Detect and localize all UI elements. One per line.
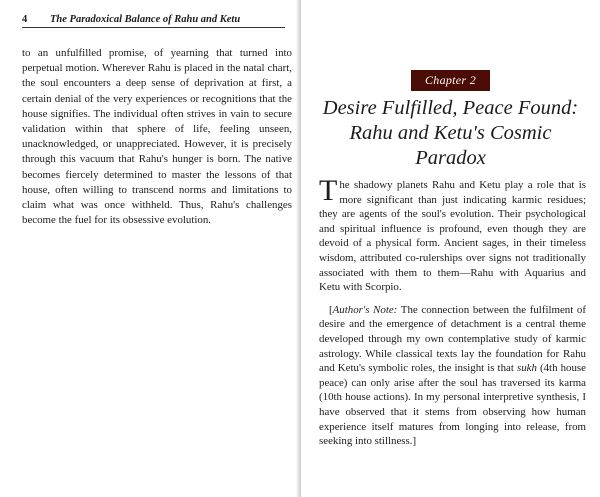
chapter-label-wrap: [301, 70, 600, 91]
chapter-title-line: Rahu and Ketu's Cosmic: [349, 122, 552, 144]
intro-paragraph: [319, 174, 586, 295]
note-text-part1: The connection between the fulfilment of desire and the emergence of detachment is a central theme developed through my own contemplative study of karmic astrology. While classical texts lay the foundation for Rahu and Ketu's symbolic roles, the insight is that: [319, 303, 587, 375]
drop-cap: T: [319, 174, 338, 207]
left-page: [0, 0, 299, 497]
intro-text: he shadowy planets Rahu and Ketu play a role that is more significant than just indicating karmic residues; they are agents of the soul's evolution. Their psychological and spiritual influence is profound, even though they are devoid of a physical form. Ancient sages, in their timeless wisdom, attributed co-rulerships over signs not traditionally associated with them to them—Rahu with Aquarius and Ketu with Scorpio.: [319, 179, 586, 294]
body-paragraph: to an unfulfilled promise, of yearning that turned into perpetual motion. Wherever Rahu is placed in the natal chart, the soul encounters a deep sense of deprivation at first, a certain denial of the very experiences or recognitions that the house signifies. The individual often strives in vain to secure validation within that sphere of life, feeling unseen, unacknowledged, or unappreciated. However, it is precisely through this vacuum that Rahu's hunger is born. The native becomes fiercely determined to master the lessons of that house, often willing to transcend norms and limitations to claim what was once withheld. Thus, Rahu's challenges become the fuel for its obsessive evolution.: [22, 47, 292, 227]
chapter-label: Chapter 2: [411, 70, 490, 91]
note-bracket: [: [329, 303, 333, 316]
author-note: [319, 303, 586, 449]
running-head: [22, 14, 285, 28]
right-body: [319, 174, 587, 449]
chapter-title: [319, 96, 582, 171]
chapter-title-line: Desire Fulfilled, Peace Found:: [322, 97, 579, 119]
note-term: sukh: [516, 362, 537, 375]
page-number: 4: [22, 14, 28, 25]
left-body: [22, 46, 292, 228]
right-page: [301, 0, 600, 497]
author-note-label: Author's Note:: [332, 303, 398, 316]
running-head-title: The Paradoxical Balance of Rahu and Ketu: [50, 14, 241, 25]
note-text-part2: (4th house peace) can only arise after the soul has traversed its karma (10th house actions). In my personal interpretive synthesis, I have observed that it stems from observing how human experience itself matures from longing into release, from seeking into stillness.]: [319, 362, 586, 448]
chapter-title-line: Paradox: [415, 147, 486, 169]
